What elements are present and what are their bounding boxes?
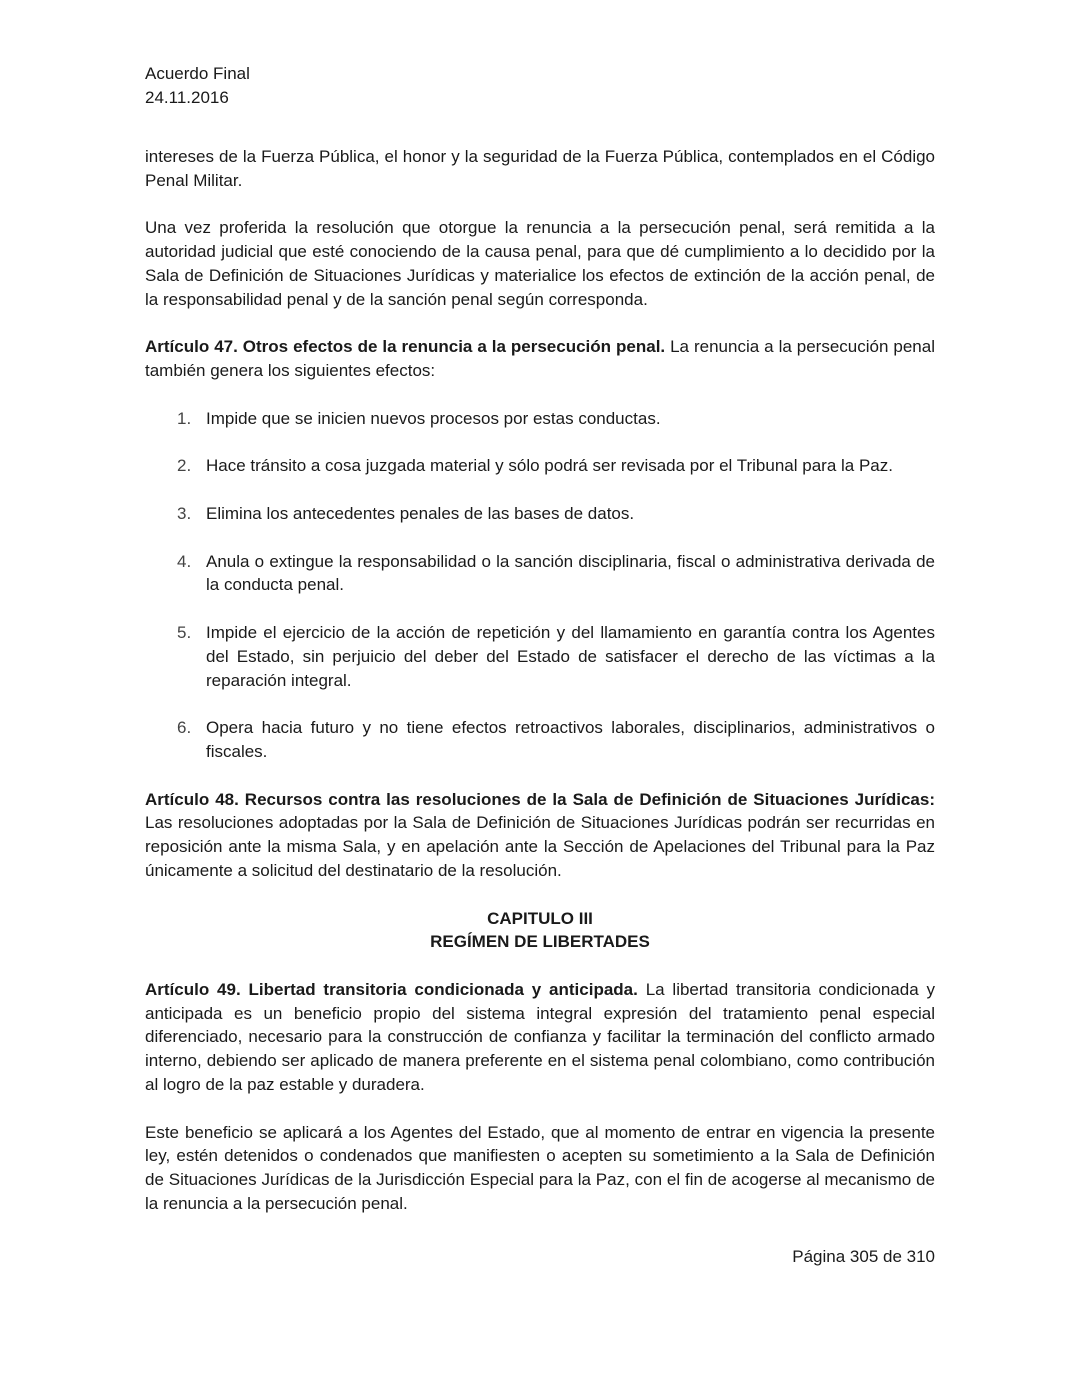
document-date: 24.11.2016 xyxy=(145,88,229,107)
list-item xyxy=(145,407,935,431)
list-item-number: 5. xyxy=(177,622,192,642)
effects-list xyxy=(145,407,935,764)
article-48 xyxy=(145,788,935,883)
list-item-number: 3. xyxy=(177,503,192,523)
paragraph-resolution: Una vez proferida la resolución que otorgue la renuncia a la persecución penal, será remitida a la autoridad judicial que esté conociendo de la causa penal, para que dé cumplimiento a lo decidido por la Sala de Definición de Situaciones Jurídicas y materialice los efectos de extinción de la acción penal, de la responsabilidad penal y de la sanción penal según corresponda. xyxy=(145,218,935,309)
article-49 xyxy=(145,978,935,1097)
page-body xyxy=(145,145,935,1240)
list-item xyxy=(145,621,935,692)
article-49-title: Artículo 49. Libertad transitoria condicionada y anticipada. xyxy=(145,979,638,999)
article-48-title: Artículo 48. Recursos contra las resoluciones de la Sala de Definición de Situaciones Jurídicas: xyxy=(145,789,935,809)
list-item-text: Elimina los antecedentes penales de las bases de datos. xyxy=(206,503,635,523)
article-47-text: La renuncia a la persecución penal también genera los siguientes efectos: xyxy=(145,337,935,381)
article-48-text: Las resoluciones adoptadas por la Sala de Definición de Situaciones Jurídicas podrán ser recurridas en reposición ante la misma Sala, y en apelación ante la Sección de Apelaciones del Tribunal para la Paz únicamente a solicitud del destinatario de la resolución. xyxy=(145,813,935,880)
article-47-title: Artículo 47. Otros efectos de la renuncia a la persecución penal. xyxy=(145,337,666,357)
list-item xyxy=(145,454,935,478)
list-item-number: 4. xyxy=(177,551,192,571)
list-item-text: Opera hacia futuro y no tiene efectos retroactivos laborales, disciplinarios, administrativos o fiscales. xyxy=(206,718,935,761)
list-item xyxy=(145,502,935,526)
list-item-text: Impide el ejercicio de la acción de repetición y del llamamiento en garantía contra los Agentes del Estado, sin perjuicio del deber del Estado de satisfacer el derecho de las víctimas a la reparación integral. xyxy=(206,622,935,690)
chapter-number: CAPITULO III xyxy=(487,908,593,928)
list-item-text: Impide que se inicien nuevos procesos por estas conductas. xyxy=(206,408,661,428)
paragraph-beneficio: Este beneficio se aplicará a los Agentes del Estado, que al momento de entrar en vigencia la presente ley, estén detenidos o condenados que manifiesten o acepten su sometimiento a la Sala de Definición de Situaciones Jurídicas de la Jurisdicción Especial para la Paz, con el fin de acogerse al mecanismo de la renuncia a la persecución penal. xyxy=(145,1122,935,1214)
list-item xyxy=(145,716,935,764)
page-header xyxy=(145,62,250,110)
article-49-text: La libertad transitoria condicionada y anticipada es un beneficio propio del sistema integral expresión del tratamiento penal especial diferenciado, necesario para la construcción de confianza y facilitar la terminación del conflicto armado interno, debiendo ser aplicado de manera preferente en el sistema penal colombiano, como contribución al logro de la paz estable y duradera. xyxy=(145,979,935,1095)
chapter-heading xyxy=(145,907,935,955)
article-47 xyxy=(145,335,935,383)
list-item-number: 6. xyxy=(177,718,192,738)
paragraph-continuation: intereses de la Fuerza Pública, el honor y la seguridad de la Fuerza Pública, contemplados en el Código Penal Militar. xyxy=(145,147,935,190)
document-title: Acuerdo Final xyxy=(145,64,250,83)
list-item-text: Hace tránsito a cosa juzgada material y sólo podrá ser revisada por el Tribunal para la Paz. xyxy=(206,456,893,476)
list-item-text: Anula o extingue la responsabilidad o la sanción disciplinaria, fiscal o administrativa derivada de la conducta penal. xyxy=(206,551,935,595)
chapter-name: REGÍMEN DE LIBERTADES xyxy=(430,932,650,952)
list-item-number: 1. xyxy=(177,408,192,428)
page-number: Página 305 de 310 xyxy=(792,1247,935,1266)
list-item xyxy=(145,550,935,598)
list-item-number: 2. xyxy=(177,456,192,476)
